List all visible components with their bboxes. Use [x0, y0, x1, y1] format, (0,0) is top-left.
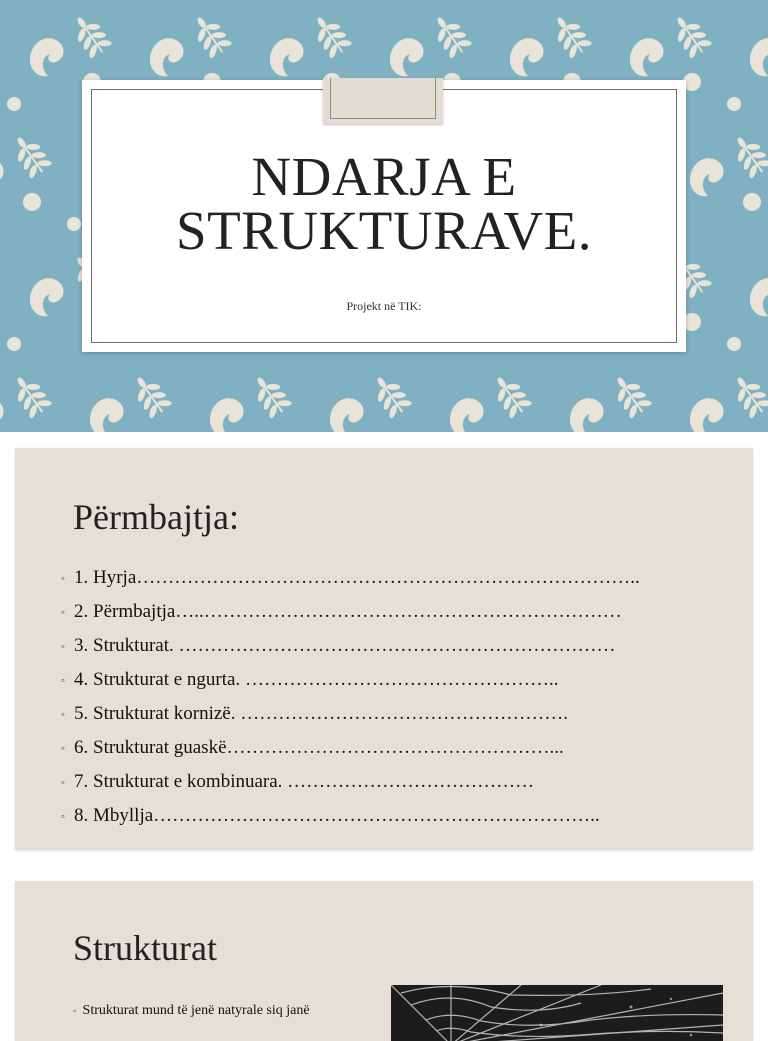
- slide-title-line-2: STRUKTURAVE.: [175, 200, 592, 261]
- contents-item: ◦ 8. Mbyllja……………………………………………………………..: [61, 804, 640, 838]
- contents-item: ◦ 3. Strukturat. ……………………………………………………………: [61, 634, 640, 668]
- bullet-icon: ◦: [61, 743, 65, 755]
- contents-slide: [15, 448, 753, 850]
- title-card: [82, 80, 686, 352]
- bullet-icon: ◦: [73, 1006, 77, 1017]
- contents-item: ◦ 2. Përmbajtja…..…………………………………………………………: [61, 600, 640, 634]
- contents-list: [61, 566, 640, 838]
- spider-web-photo: [391, 985, 723, 1041]
- bullet-icon: ◦: [61, 777, 65, 789]
- structures-bullet-text: Strukturat mund të jenë natyrale siq janë: [82, 1003, 310, 1018]
- contents-item: ◦ 4. Strukturat e ngurta. …………………………………………..: [61, 668, 640, 702]
- structures-slide: [15, 881, 753, 1041]
- contents-item: ◦ 6. Strukturat guaskë……………………………………………...: [61, 736, 640, 770]
- slide-subtitle: Projekt në TIK:: [346, 299, 422, 313]
- contents-item: ◦ 5. Strukturat kornizë. …………………………………………….: [61, 702, 640, 736]
- bullet-icon: ◦: [61, 641, 65, 653]
- bullet-icon: ◦: [61, 607, 65, 619]
- structures-bullet: [73, 1003, 310, 1019]
- title-slide: [0, 0, 768, 432]
- slide-title: [82, 146, 686, 261]
- contents-item: ◦ 7. Strukturat e kombinuara. …………………………………: [61, 770, 640, 804]
- contents-item: ◦ 1. Hyrja……………………………………………………………………..: [61, 566, 640, 600]
- contents-heading: Përmbajtja:: [73, 497, 239, 537]
- slide-title-line-1: NDARJA E: [251, 146, 517, 207]
- bullet-icon: ◦: [61, 709, 65, 721]
- structures-heading: Strukturat: [73, 928, 217, 968]
- bullet-icon: ◦: [61, 811, 65, 823]
- bullet-icon: ◦: [61, 573, 65, 585]
- spider-web-image: [391, 985, 723, 1041]
- card-tab-decoration: [323, 78, 443, 124]
- bullet-icon: ◦: [61, 675, 65, 687]
